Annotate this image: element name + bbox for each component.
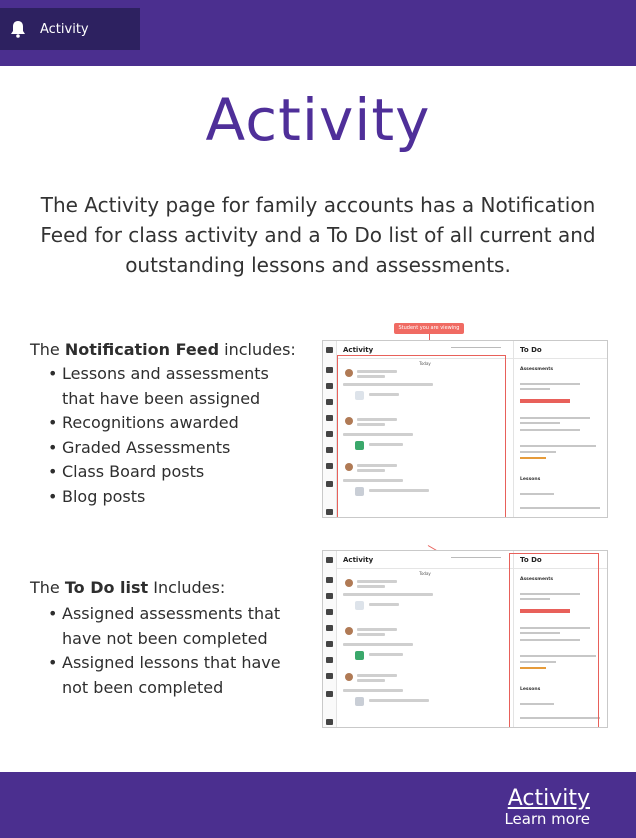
feed-title: Activity bbox=[337, 551, 513, 569]
heading-prefix: The bbox=[30, 578, 65, 597]
list-item: • Assigned lessons that have not been completed bbox=[48, 651, 300, 700]
page-title: Activity bbox=[205, 86, 431, 154]
list-item: • Class Board posts bbox=[48, 460, 300, 485]
today-label: Today bbox=[419, 571, 431, 576]
activity-screenshot-feed bbox=[322, 340, 608, 518]
assessments-label: Assessments bbox=[520, 367, 554, 372]
list-item: • Recognitions awarded bbox=[48, 411, 300, 436]
app-sidebar bbox=[323, 551, 337, 727]
learn-more-link[interactable] bbox=[504, 788, 590, 828]
list-item: • Blog posts bbox=[48, 485, 300, 510]
top-banner bbox=[0, 0, 636, 66]
student-callout: Student you are viewing bbox=[394, 323, 464, 334]
heading-prefix: The bbox=[30, 340, 65, 359]
activity-tab-label: Activity bbox=[40, 21, 89, 37]
todo-highlight bbox=[509, 553, 599, 728]
heading-suffix: Includes: bbox=[148, 578, 226, 597]
todo-list bbox=[30, 602, 300, 700]
todo-panel bbox=[513, 341, 608, 517]
heading-bold: Notification Feed bbox=[64, 340, 220, 359]
student-selector[interactable] bbox=[451, 557, 501, 558]
feed-highlight bbox=[337, 355, 506, 518]
heading-bold: To Do list bbox=[64, 578, 149, 597]
notification-feed-list bbox=[30, 362, 300, 509]
list-item: • Lessons and assessments that have been assigned bbox=[48, 362, 300, 411]
list-item: • Graded Assessments bbox=[48, 436, 300, 461]
notification-feed-heading bbox=[30, 338, 300, 362]
assessments-label: Assessments bbox=[520, 577, 554, 582]
list-item: • Assigned assessments that have not been completed bbox=[48, 602, 300, 651]
intro-text: The Activity page for family accounts has a Notification Feed for class activity and a To Do list of all current and outstanding lessons and assessments. bbox=[40, 193, 596, 277]
lessons-label: Lessons bbox=[520, 477, 541, 482]
today-label: Today bbox=[419, 361, 431, 366]
todo-section bbox=[30, 576, 300, 700]
lessons-label: Lessons bbox=[520, 687, 541, 692]
student-selector[interactable] bbox=[451, 347, 501, 348]
app-sidebar bbox=[323, 341, 337, 517]
notification-feed-section bbox=[30, 338, 300, 509]
activity-screenshot-todo bbox=[322, 550, 608, 728]
heading-suffix: includes: bbox=[219, 340, 296, 359]
bell-icon bbox=[10, 20, 26, 38]
notification-feed-panel bbox=[337, 551, 513, 727]
feed-title: Activity bbox=[337, 341, 513, 359]
todo-title: To Do bbox=[514, 551, 608, 569]
learn-more-subtitle: Learn more bbox=[504, 810, 590, 828]
learn-more-title: Activity bbox=[507, 786, 590, 811]
activity-tab[interactable] bbox=[0, 8, 140, 50]
todo-title: To Do bbox=[514, 341, 608, 359]
todo-heading bbox=[30, 576, 300, 600]
